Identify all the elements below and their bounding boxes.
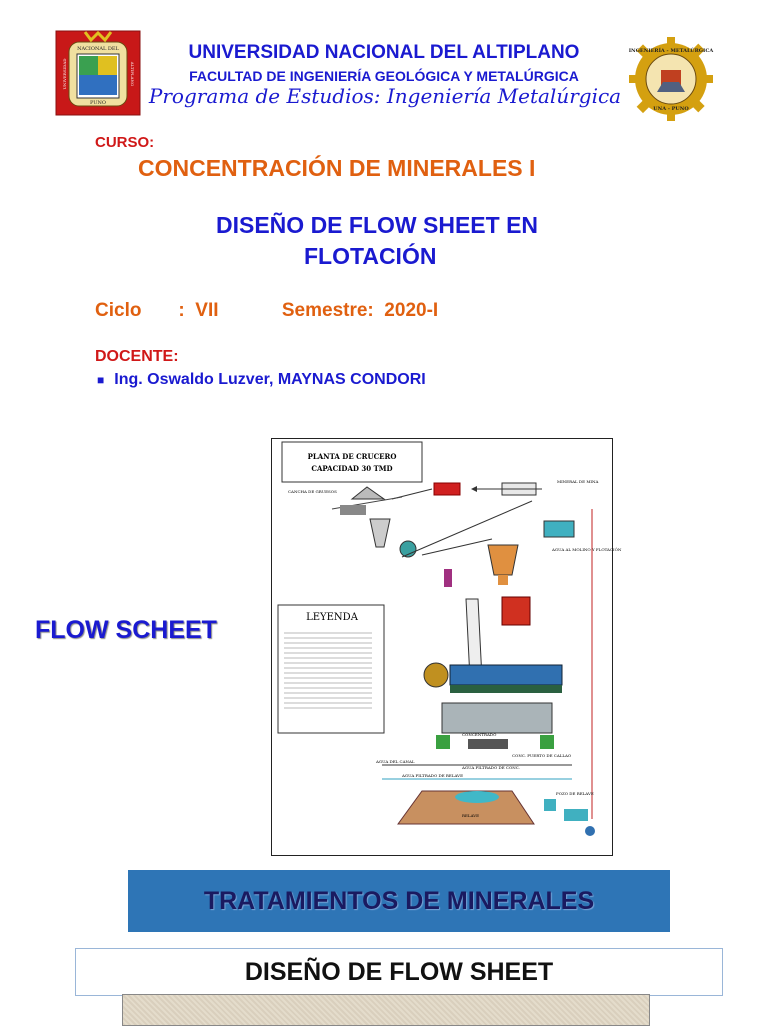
label-agua-filtrado-conc: AGUA FILTRADO DE CONC.	[462, 765, 520, 770]
topic-line-1: DISEÑO DE FLOW SHEET EN	[216, 212, 539, 238]
left-logo-text-top: NACIONAL DEL	[77, 46, 119, 52]
left-logo-text-right: ALTIPLANO	[130, 61, 135, 87]
bottom-title: DISEÑO DE FLOW SHEET	[75, 948, 723, 996]
program-title: Programa de Estudios: Ingeniería Metalúrgica	[148, 84, 622, 108]
faculty-title: FACULTAD DE INGENIERÍA GEOLÓGICA Y METALÚRGICA	[189, 68, 579, 84]
flow-sheet-diagram	[271, 438, 622, 856]
teacher-name: Ing. Oswaldo Luzver, MAYNAS CONDORI	[114, 371, 426, 388]
topic-line-2: FLOTACIÓN	[304, 243, 437, 269]
bullet-icon: ■	[97, 373, 105, 387]
faculty-gear-logo	[627, 36, 715, 122]
teacher-name-item	[97, 371, 426, 389]
treatments-banner: TRATAMIENTOS DE MINERALES	[128, 870, 670, 932]
label-agua-canal: AGUA DEL CANAL	[376, 759, 415, 764]
label-agua-filtrado-relave: AGUA FILTRADO DE RELAVE	[402, 773, 463, 778]
legend-title: LEYENDA	[306, 612, 358, 623]
flow-sheet-label: FLOW SCHEET	[35, 616, 217, 644]
right-logo-text-bottom: UNA - PUNO	[653, 106, 689, 112]
label-relave: RELAVE	[462, 813, 480, 818]
label-mineral-mina: MINERAL DE MINA	[557, 479, 599, 484]
course-label: CURSO:	[95, 134, 155, 151]
right-logo-text-top: INGENIERÍA - METALÚRGICA	[628, 48, 714, 54]
label-cancha: CANCHA DE GRUESOS	[288, 489, 337, 494]
course-name: CONCENTRACIÓN DE MINERALES I	[138, 155, 536, 181]
topic-title	[216, 210, 538, 272]
university-seal-logo	[55, 30, 141, 116]
left-logo-text-left: UNIVERSIDAD	[62, 58, 67, 90]
university-title: UNIVERSIDAD NACIONAL DEL ALTIPLANO	[188, 42, 580, 63]
label-agua-molino: AGUA AL MOLINO Y FLOTACIÓN	[552, 547, 622, 552]
left-logo-text-bottom: PUNO	[90, 100, 106, 106]
label-conc-puerto: CONC. PUERTO DE CALLAO	[512, 753, 572, 758]
diagram-title-2: CAPACIDAD 30 TMD	[311, 464, 393, 473]
texture-strip	[122, 994, 650, 1026]
label-concentrado: CONCENTRADO	[462, 732, 497, 737]
cycle-semester: Ciclo : VII Semestre: 2020-I	[95, 300, 439, 321]
diagram-title-1: PLANTA DE CRUCERO	[307, 452, 397, 461]
teacher-label: DOCENTE:	[95, 348, 179, 365]
label-pozo: POZO DE RELAVE	[556, 791, 594, 796]
